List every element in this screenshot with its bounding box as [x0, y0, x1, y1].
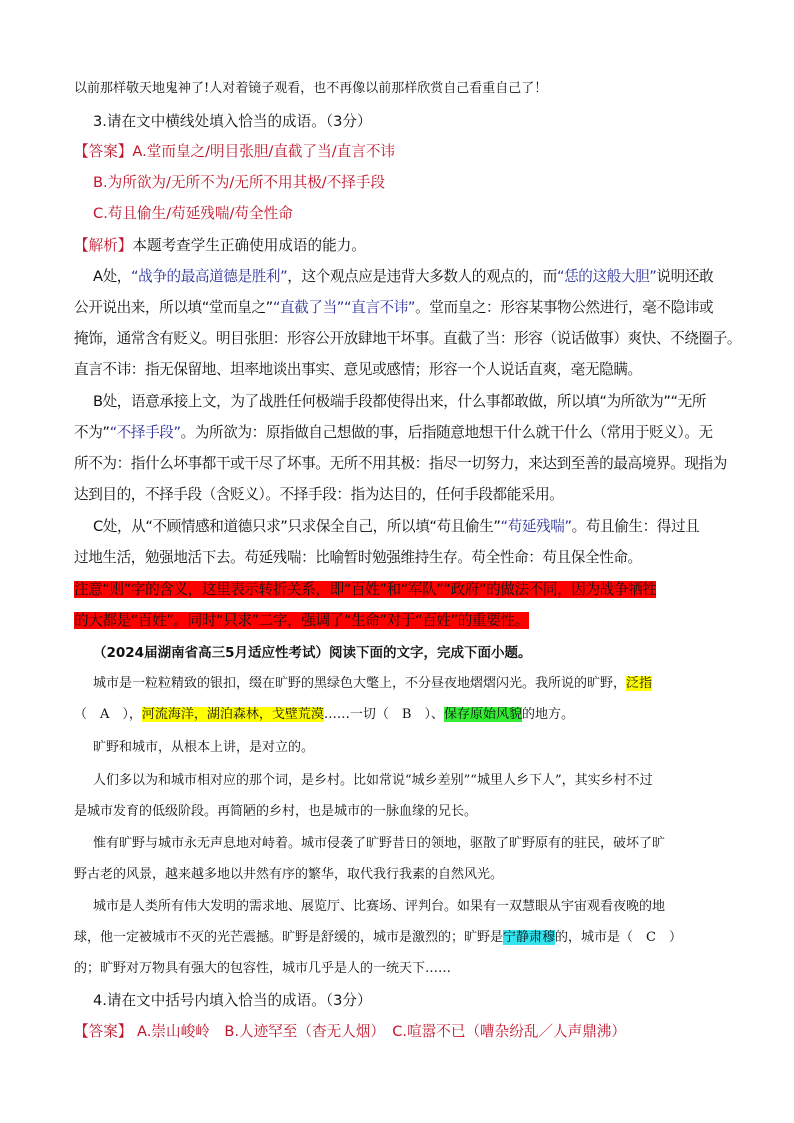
highlight-yellow: 河流海洋，湖泊森林，戈壁荒漠 — [141, 707, 324, 722]
analysis-c-line-1 — [93, 516, 726, 538]
quote-span: “不择手段” — [109, 424, 181, 441]
text-span: 。苟且偷生：得过且 — [571, 518, 700, 535]
passage-p6-line-2 — [74, 927, 726, 949]
passage-p4-line-1 — [93, 770, 726, 792]
passage-heading — [93, 642, 726, 664]
highlight-green: 保存原始风貌 — [443, 707, 522, 722]
text-span: 过地生活，勉强地活下去。苟延残喘：比喻暂时勉强维持生存。苟全性命：苟且保全性命。 — [74, 549, 642, 566]
quote-span: “堂而皇之” — [201, 299, 273, 316]
question-4-text: 4.请在文中括号内填入恰当的成语。（3分） — [93, 992, 372, 1009]
text-span: 城市是人类所有伟大发明的需求地、展览厅、比赛场、评判台。如果有一双慧眼从宇宙观看夜晚的地 — [93, 899, 666, 914]
quote-span: “战争的最高道德是胜利” — [130, 268, 288, 285]
text-span: 野古老的风景，越来越多地以井然有序的繁华，取代我行我素的自然风光。 — [74, 867, 504, 882]
text-span: 。堂而皇之：形容某事物公然进行，毫不隐讳或 — [415, 299, 714, 316]
passage-p3 — [93, 737, 726, 759]
passage-p4-line-2 — [74, 801, 726, 823]
quote-span: “苟且偷生” — [429, 518, 501, 535]
passage-p1-line-1 — [93, 673, 726, 695]
analysis-b-line-1 — [93, 391, 726, 413]
text-span: 直言不讳：指无保留地、坦率地谈出事实、意见或感情；形容一个人说话直爽，毫无隐瞒。 — [74, 361, 642, 378]
analysis-b-line-2 — [74, 422, 726, 444]
quote-span: “不顾情感和道德只求” — [145, 518, 288, 535]
text-span: 城市是一粒粒精致的银扣，缀在旷野的黑绿色大氅上，不分昼夜地熠熠闪光。我所说的旷野， — [93, 676, 627, 691]
text-span: 只求保全自己，所以填 — [287, 518, 430, 535]
text-span: C处，从 — [93, 518, 146, 535]
answer-c-text: C.苟且偷生/苟延残喘/苟全性命 — [93, 205, 293, 222]
text-span: 旷野和城市，从根本上讲，是对立的。 — [93, 740, 315, 755]
analysis-a-line-1 — [93, 266, 726, 288]
highlight-cyan: 宁静肃穆 — [503, 930, 556, 945]
text-span: ，这个观点应是违背大多数人的观点的，而 — [287, 268, 557, 285]
analysis-c-line-2 — [74, 547, 726, 569]
note-highlight: 注意“则”字的含义，这里表示转折关系，即“百姓”和“军队”“政府”的做法不同，因为战争牺牲 — [74, 581, 657, 598]
passage-p6-line-3 — [74, 958, 726, 980]
note-highlight: 的大都是“百姓”。同时“只求”二字，强调了“生命”对于“百姓”的重要性。 — [74, 612, 529, 629]
text-span: 人们多以为和城市相对应的那个词，是乡村。比如常说“城乡差别”“城里人乡下人”，其实乡村不过 — [93, 773, 653, 788]
passage-p6-line-1 — [93, 896, 726, 918]
text-span: 说明还敢 — [656, 268, 714, 285]
quote-span: “苟延残喘” — [500, 518, 572, 535]
text-line-continuation — [74, 78, 726, 100]
text-span: （2024届湖南省高三5月适应性考试）阅读下面的文字，完成下面小题。 — [93, 645, 532, 661]
text-span: 掩饰，通常含有贬义。明目张胆：形容公开放肆地干坏事。直截了当：形容（说话做事）爽快、不绕圈子。 — [74, 330, 742, 347]
q3-answer-a-line — [74, 141, 726, 163]
answer-tag: 【答案】 — [74, 1023, 133, 1040]
text-span: 的地方。 — [521, 707, 574, 722]
quote-span: “恁的这般大胆” — [556, 268, 657, 285]
text-span: 是城市发育的低级阶段。再简陋的乡村，也是城市的一脉血缘的兄长。 — [74, 804, 478, 819]
text-span: 球，他一定被城市不灭的光芒震撼。旷野是舒缓的，城市是激烈的；旷野是 — [74, 930, 504, 945]
answer-tag: 【答案】 — [74, 143, 133, 160]
text-span: 所不为：指什么坏事都干或干尽了坏事。无所不用其极：指尽一切努力，来达到至善的最高境界。现指为 — [74, 455, 727, 472]
passage-p1-line-2 — [74, 704, 726, 726]
answer-b-text: B.为所欲为/无所不为/无所不用其极/不择手段 — [93, 174, 386, 191]
passage-p5-line-1 — [93, 833, 726, 855]
q3-answer-b-line — [93, 172, 726, 194]
passage-p5-line-2 — [74, 864, 726, 886]
analysis-a-line-4 — [74, 359, 726, 381]
text-span: A处， — [93, 268, 131, 285]
q3-answer-c-line — [93, 203, 726, 225]
text-span: B处，语意承接上文，为了战胜任何极端手段都使得出来，什么事都敢做，所以填 — [93, 393, 600, 410]
analysis-a-line-3 — [74, 328, 742, 350]
highlight-yellow: 泛指 — [626, 676, 653, 691]
note-line-2 — [74, 610, 726, 632]
text-span: ……一切（ B ）、 — [323, 707, 444, 722]
text-span: 公开说出来，所以填 — [74, 299, 202, 316]
text-span: （ A ）， — [74, 707, 142, 722]
text-span: 惟有旷野与城市永无声息地对峙着。城市侵袭了旷野昔日的领地，驱散了旷野原有的驻民，破坏了旷 — [93, 836, 666, 851]
note-line-1 — [74, 579, 726, 601]
text-span: 达到目的，不择手段（含贬义）。不择手段：指为达目的，任何手段都能采用。 — [74, 486, 564, 503]
analysis-b-line-4 — [74, 484, 726, 506]
text-span: 的；旷野对万物具有强大的包容性，城市几乎是人的一统天下…… — [74, 961, 452, 976]
analysis-intro: 本题考查学生正确使用成语的能力。 — [132, 237, 366, 254]
question-3-text: 3.请在文中横线处填入恰当的成语。（3分） — [93, 113, 372, 130]
analysis-b-line-3 — [74, 453, 726, 475]
quote-span: “直言不讳” — [343, 299, 416, 316]
text-span: 的，城市是（ C ） — [555, 930, 682, 945]
quote-span: “直截了当” — [272, 299, 344, 316]
passage-continuation: 以前那样敬天地鬼神了!人对着镜子观看，也不再像以前那样欣赏自己看重自己了！ — [74, 81, 548, 96]
quote-span: “无所 — [670, 393, 707, 410]
text-span: 。为所欲为：原指做自己想做的事，后指随意地想干什么就干什么（常用于贬义）。无 — [180, 424, 713, 441]
question-3 — [93, 111, 726, 133]
analysis-a-line-2 — [74, 297, 726, 319]
quote-span: “为所欲为” — [599, 393, 671, 410]
analysis-tag: 【解析】 — [74, 237, 133, 254]
q4-answer-line — [74, 1021, 726, 1043]
answer-text: A.崇山峻岭 B.人迹罕至（杳无人烟） C.喧嚣不已（嘈杂纷乱／人声鼎沸） — [132, 1023, 626, 1040]
answer-a-text: A.堂而皇之/明目张胆/直截了当/直言不讳 — [132, 143, 396, 160]
q3-analysis-line — [74, 235, 726, 257]
question-4 — [93, 990, 726, 1012]
quote-span: 不为” — [74, 424, 110, 441]
